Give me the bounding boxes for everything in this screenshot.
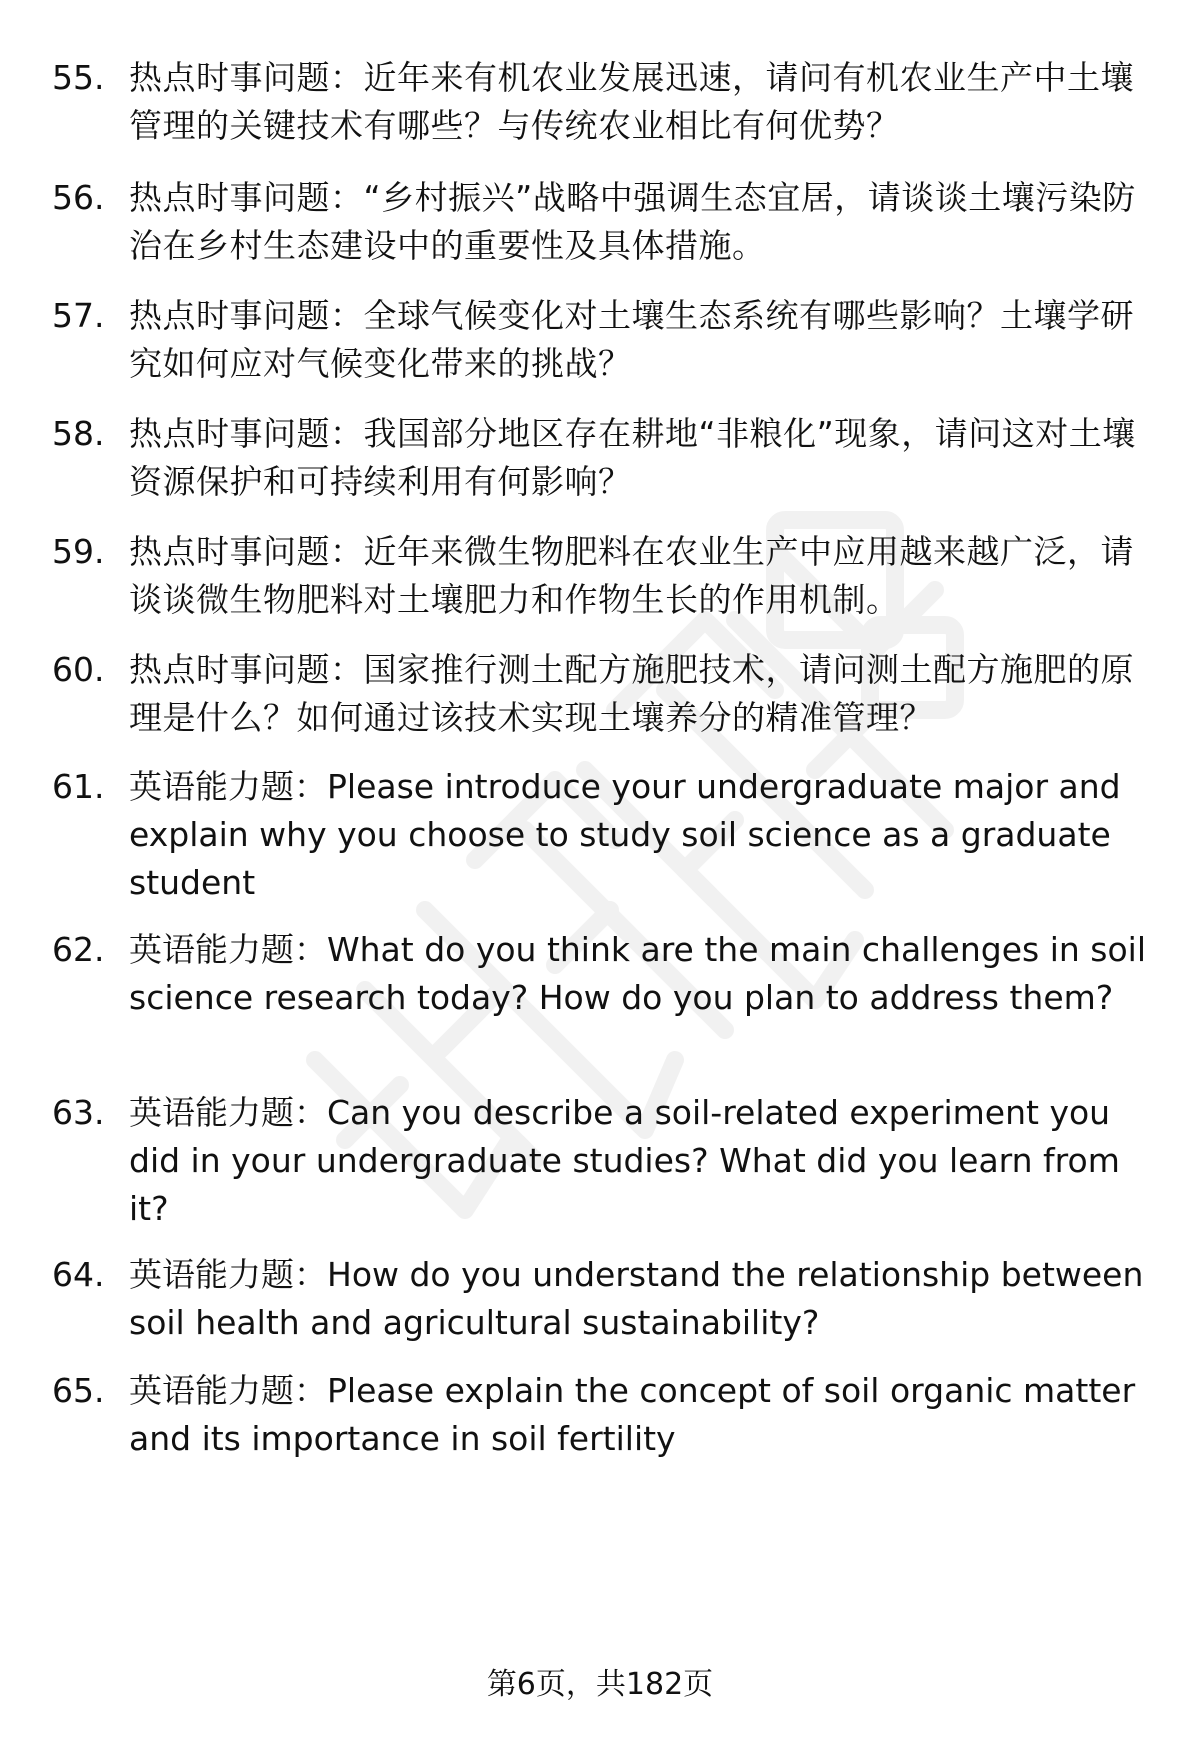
question-text: 英语能力题：How do you understand the relationship between soil health and agricultural sustainability? bbox=[129, 1255, 1144, 1342]
question-item bbox=[52, 1251, 1162, 1347]
question-text: 热点时事问题：我国部分地区存在耕地“非粮化”现象，请问这对土壤资源保护和可持续利用有何影响？ bbox=[129, 414, 1136, 501]
question-number: 60. bbox=[52, 650, 105, 689]
question-number: 57. bbox=[52, 296, 105, 335]
question-number: 59. bbox=[52, 532, 105, 571]
question-text: 英语能力题：Can you describe a soil-related experiment you did in your undergraduate studies? What did you learn from it? bbox=[129, 1093, 1120, 1228]
question-number: 58. bbox=[52, 414, 105, 453]
question-text: 英语能力题：Please introduce your undergraduate major and explain why you choose to study soil science as a graduate student bbox=[129, 767, 1121, 902]
question-text: 英语能力题：What do you think are the main challenges in soil science research today? How do you plan to address them? bbox=[129, 930, 1146, 1017]
page-indicator: 第6页，共182页 bbox=[486, 1667, 714, 1702]
question-number: 56. bbox=[52, 178, 105, 217]
question-item bbox=[52, 528, 1162, 624]
question-text: 热点时事问题：近年来有机农业发展迅速，请问有机农业生产中土壤管理的关键技术有哪些？与传统农业相比有何优势？ bbox=[129, 58, 1134, 145]
question-item bbox=[52, 174, 1162, 270]
question-number: 61. bbox=[52, 767, 105, 806]
question-item bbox=[52, 54, 1162, 150]
question-number: 62. bbox=[52, 930, 105, 969]
question-item bbox=[52, 926, 1162, 1022]
question-item bbox=[52, 646, 1162, 742]
question-item bbox=[52, 292, 1162, 388]
question-text: 热点时事问题：全球气候变化对土壤生态系统有哪些影响？土壤学研究如何应对气候变化带来的挑战？ bbox=[129, 296, 1134, 383]
question-number: 63. bbox=[52, 1093, 105, 1132]
question-item bbox=[52, 1367, 1162, 1463]
question-number: 55. bbox=[52, 58, 105, 97]
question-item bbox=[52, 410, 1162, 506]
question-number: 64. bbox=[52, 1255, 105, 1294]
question-text: 热点时事问题：国家推行测土配方施肥技术，请问测土配方施肥的原理是什么？如何通过该技术实现土壤养分的精准管理？ bbox=[129, 650, 1134, 737]
question-text: 热点时事问题：“乡村振兴”战略中强调生态宜居，请谈谈土壤污染防治在乡村生态建设中的重要性及具体措施。 bbox=[129, 178, 1136, 265]
question-item bbox=[52, 763, 1162, 907]
question-number: 65. bbox=[52, 1371, 105, 1410]
question-text: 热点时事问题：近年来微生物肥料在农业生产中应用越来越广泛，请谈谈微生物肥料对土壤肥力和作物生长的作用机制。 bbox=[129, 532, 1134, 619]
question-item bbox=[52, 1089, 1162, 1233]
question-text: 英语能力题：Please explain the concept of soil organic matter and its importance in soil fertility bbox=[129, 1371, 1136, 1458]
